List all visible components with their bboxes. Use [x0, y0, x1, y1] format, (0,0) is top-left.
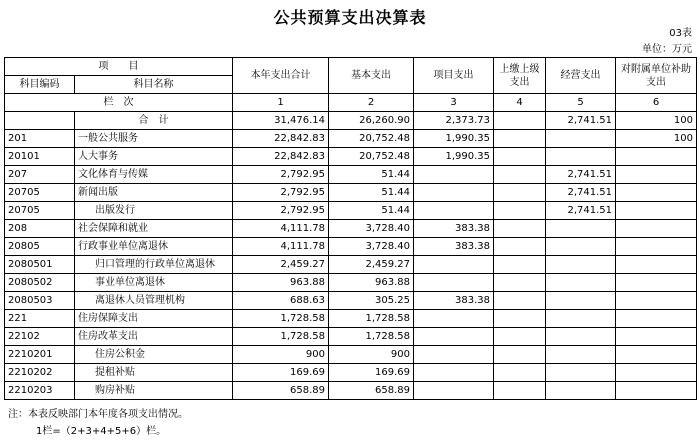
table-row	[5, 112, 697, 130]
form-number: 03表	[669, 28, 692, 39]
amount-cell	[494, 292, 546, 310]
amount-cell	[616, 238, 697, 256]
subject-code: 2080501	[5, 256, 75, 274]
table-row	[5, 148, 697, 166]
amount-cell	[494, 148, 546, 166]
amount-cell	[546, 346, 616, 364]
subject-code: 221	[5, 310, 75, 328]
col-header-3: 项目支出	[414, 58, 494, 94]
amount-cell: 26,260.90	[329, 112, 414, 130]
table-title: 公共预算支出决算表	[273, 8, 427, 27]
subject-code: 20805	[5, 238, 75, 256]
subject-name: 合 计	[75, 112, 233, 130]
subject-code: 2080502	[5, 274, 75, 292]
column-index-4: 4	[494, 94, 546, 112]
subject-name: 出版发行	[75, 202, 233, 220]
amount-cell: 169.69	[233, 364, 329, 382]
subject-name: 行政事业单位离退休	[75, 238, 233, 256]
amount-cell: 3,728.40	[329, 220, 414, 238]
amount-cell	[616, 220, 697, 238]
col-header-4: 上缴上级支出	[494, 58, 546, 94]
amount-cell: 4,111.78	[233, 238, 329, 256]
amount-cell	[616, 310, 697, 328]
amount-cell	[616, 328, 697, 346]
amount-cell: 20,752.48	[329, 148, 414, 166]
amount-cell: 2,792.95	[233, 184, 329, 202]
col-header-5: 经营支出	[546, 58, 616, 94]
subject-code: 20101	[5, 148, 75, 166]
amount-cell	[616, 382, 697, 400]
amount-cell: 1,728.58	[329, 310, 414, 328]
amount-cell: 3,728.40	[329, 238, 414, 256]
amount-cell: 2,373.73	[414, 112, 494, 130]
table-row	[5, 274, 697, 292]
amount-cell	[616, 202, 697, 220]
table-row	[5, 310, 697, 328]
column-index-6: 6	[616, 94, 697, 112]
amount-cell	[616, 274, 697, 292]
unit-label: 单位：万元	[642, 44, 692, 55]
amount-cell: 22,842.83	[233, 130, 329, 148]
subject-code: 2080503	[5, 292, 75, 310]
amount-cell: 383.38	[414, 292, 494, 310]
amount-cell	[546, 364, 616, 382]
subject-name: 人大事务	[75, 148, 233, 166]
amount-cell: 4,111.78	[233, 220, 329, 238]
amount-cell	[494, 238, 546, 256]
amount-cell	[616, 292, 697, 310]
subject-code: 20705	[5, 184, 75, 202]
amount-cell: 2,741.51	[546, 166, 616, 184]
subject-name: 住房保障支出	[75, 310, 233, 328]
amount-cell: 20,752.48	[329, 130, 414, 148]
table-row	[5, 328, 697, 346]
amount-cell	[546, 238, 616, 256]
amount-cell	[494, 382, 546, 400]
subject-code: 2210202	[5, 364, 75, 382]
amount-cell: 658.89	[233, 382, 329, 400]
col-header-2: 基本支出	[329, 58, 414, 94]
table-row	[5, 130, 697, 148]
subject-code: 208	[5, 220, 75, 238]
footnote-2: 1栏=（2+3+4+5+6）栏。	[36, 426, 167, 437]
amount-cell: 2,792.95	[233, 202, 329, 220]
amount-cell	[546, 310, 616, 328]
amount-cell: 963.88	[329, 274, 414, 292]
amount-cell	[414, 382, 494, 400]
amount-cell: 1,990.35	[414, 148, 494, 166]
amount-cell	[546, 274, 616, 292]
subject-code: 201	[5, 130, 75, 148]
amount-cell: 383.38	[414, 238, 494, 256]
amount-cell: 51.44	[329, 202, 414, 220]
amount-cell	[414, 346, 494, 364]
subject-name: 文化体育与传媒	[75, 166, 233, 184]
amount-cell: 658.89	[329, 382, 414, 400]
table-row	[5, 202, 697, 220]
column-index-label: 栏 次	[5, 94, 233, 112]
amount-cell	[546, 328, 616, 346]
subject-name: 新闻出版	[75, 184, 233, 202]
amount-cell	[494, 274, 546, 292]
amount-cell	[494, 256, 546, 274]
amount-cell: 51.44	[329, 184, 414, 202]
amount-cell: 22,842.83	[233, 148, 329, 166]
amount-cell	[546, 130, 616, 148]
amount-cell: 2,459.27	[329, 256, 414, 274]
expenditure-table	[4, 57, 697, 400]
amount-cell: 305.25	[329, 292, 414, 310]
amount-cell: 2,741.51	[546, 112, 616, 130]
amount-cell	[414, 328, 494, 346]
amount-cell: 2,741.51	[546, 184, 616, 202]
amount-cell: 51.44	[329, 166, 414, 184]
amount-cell	[414, 256, 494, 274]
item-header: 项 目	[5, 58, 233, 76]
amount-cell	[494, 346, 546, 364]
amount-cell: 1,728.58	[233, 310, 329, 328]
amount-cell	[414, 184, 494, 202]
subject-name: 事业单位离退休	[75, 274, 233, 292]
table-row	[5, 220, 697, 238]
amount-cell: 1,728.58	[233, 328, 329, 346]
table-row	[5, 184, 697, 202]
amount-cell	[414, 364, 494, 382]
table-row	[5, 256, 697, 274]
code-header: 科目编码	[5, 76, 75, 94]
name-header: 科目名称	[75, 76, 233, 94]
amount-cell	[494, 202, 546, 220]
amount-cell	[546, 256, 616, 274]
subject-code: 2210203	[5, 382, 75, 400]
amount-cell	[414, 274, 494, 292]
amount-cell: 2,792.95	[233, 166, 329, 184]
subject-code: 20705	[5, 202, 75, 220]
amount-cell: 1,728.58	[329, 328, 414, 346]
amount-cell	[546, 220, 616, 238]
amount-cell: 100	[616, 130, 697, 148]
amount-cell	[494, 220, 546, 238]
amount-cell	[414, 202, 494, 220]
subject-name: 提租补贴	[75, 364, 233, 382]
amount-cell	[494, 328, 546, 346]
amount-cell: 900	[233, 346, 329, 364]
subject-name: 归口管理的行政单位离退休	[75, 256, 233, 274]
amount-cell: 2,741.51	[546, 202, 616, 220]
amount-cell: 100	[616, 112, 697, 130]
amount-cell	[494, 184, 546, 202]
amount-cell: 169.69	[329, 364, 414, 382]
col-header-6: 对附属单位补助支出	[616, 58, 697, 94]
amount-cell	[546, 382, 616, 400]
subject-name: 住房改革支出	[75, 328, 233, 346]
table-row	[5, 364, 697, 382]
table-row	[5, 238, 697, 256]
amount-cell: 2,459.27	[233, 256, 329, 274]
amount-cell	[616, 148, 697, 166]
amount-cell: 31,476.14	[233, 112, 329, 130]
subject-name: 一般公共服务	[75, 130, 233, 148]
amount-cell	[494, 112, 546, 130]
amount-cell: 900	[329, 346, 414, 364]
amount-cell	[414, 166, 494, 184]
footnote-1: 注：本表反映部门本年度各项支出情况。	[8, 409, 188, 420]
amount-cell	[616, 346, 697, 364]
amount-cell	[494, 166, 546, 184]
amount-cell: 688.63	[233, 292, 329, 310]
amount-cell: 1,990.35	[414, 130, 494, 148]
subject-code	[5, 112, 75, 130]
amount-cell	[494, 364, 546, 382]
amount-cell	[616, 166, 697, 184]
amount-cell: 383.38	[414, 220, 494, 238]
col-header-1: 本年支出合计	[233, 58, 329, 94]
column-index-1: 1	[233, 94, 329, 112]
column-index-3: 3	[414, 94, 494, 112]
subject-name: 离退休人员管理机构	[75, 292, 233, 310]
subject-name: 社会保障和就业	[75, 220, 233, 238]
subject-code: 22102	[5, 328, 75, 346]
subject-code: 2210201	[5, 346, 75, 364]
amount-cell	[616, 184, 697, 202]
table-row	[5, 292, 697, 310]
subject-name: 购房补贴	[75, 382, 233, 400]
amount-cell	[494, 310, 546, 328]
table-row	[5, 382, 697, 400]
amount-cell	[546, 292, 616, 310]
amount-cell: 963.88	[233, 274, 329, 292]
column-index-5: 5	[546, 94, 616, 112]
subject-name: 住房公积金	[75, 346, 233, 364]
column-index-2: 2	[329, 94, 414, 112]
amount-cell	[414, 310, 494, 328]
amount-cell	[616, 364, 697, 382]
amount-cell	[616, 256, 697, 274]
amount-cell	[494, 130, 546, 148]
table-row	[5, 346, 697, 364]
table-row	[5, 166, 697, 184]
amount-cell	[546, 148, 616, 166]
subject-code: 207	[5, 166, 75, 184]
